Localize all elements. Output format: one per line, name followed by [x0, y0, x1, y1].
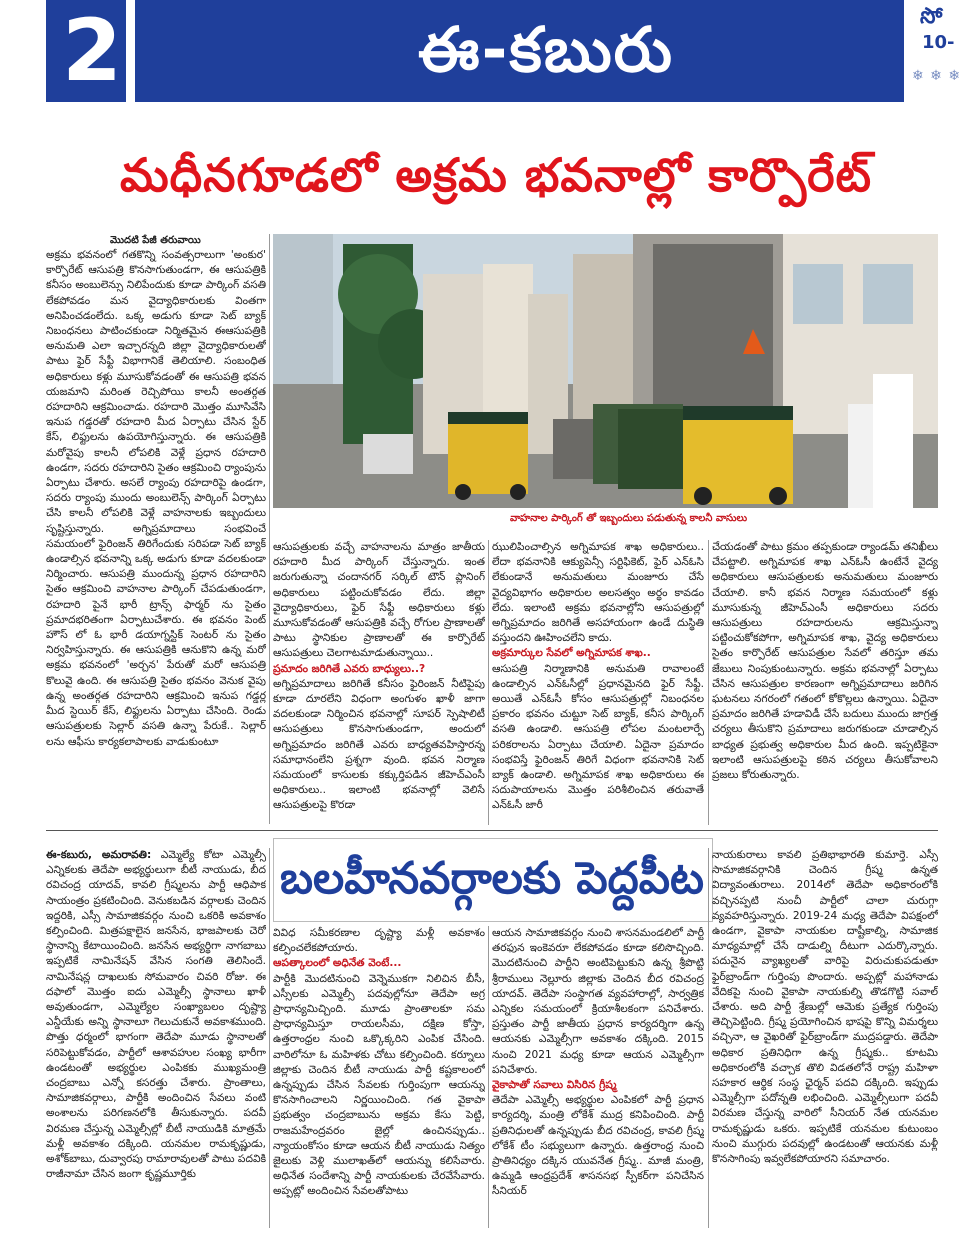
story2-column-2 — [273, 926, 485, 1228]
column-divider — [708, 540, 709, 825]
story2-headline: బలహీనవర్గాలకు పెద్దపీట — [280, 853, 704, 904]
story1-column-1 — [46, 248, 266, 823]
story2-col2b-text: పార్టీకి మొదటినుంచి వెన్నెముకగా నిలిచిన బీసీ, ఎస్సీలకు ఎమ్మెల్సీ పదవుల్లోనూ తెదేపా అగ్ర ప్రాధాన్యమిచ్చింది. మూడు ప్రాంతాలకూ సమ ప్రాధాన్యమిస్తూ రాయలసీమ, దక్షిణ కోస్తా, ఉత్తరాంధ్రల నుంచి ఒక్కొక్కరిని ఎంపిక చేసింది. వారిలోనూ ఓ మహిళకు చోటు కల్పించింది. కర్నూలు జిల్లాకు చెందిన బీటీ నాయుడు పార్టీ కష్టకాలంలో ఉన్నప్పుడు చేసిన సేవలకు గుర్తింపుగా ఆయన్ను కొనసాగించాలని నిర్ణయించింది. గత వైకాపా ప్రభుత్వం చంద్రబాబును అక్రమ కేసు పెట్టి, రాజమహేంద్రవరం జైల్లో ఉంచినప్పుడు.. న్యాయంకోసం కూడా ఆయన బీటీ నాయుడు నిత్యం జైలుకు వెళ్లి ములాఖత్‌లో ఆయన్ను కలిసేవారు. అధినేత సందేశాన్ని పార్టీ నాయకులకు చేరవేసేవారు. అప్పట్లో అందించిన సేవలతోపాటు — [273, 972, 485, 1198]
street-photo — [273, 234, 938, 508]
story2-column-4 — [712, 848, 938, 1228]
story1-col3-text: ఝులిపించాల్సిన అగ్నిమాపక శాఖ అధికారులు.. లేదా భవనానికి ఆక్యుపెన్సీ సర్టిఫికెట్, ఫైర్ ఎన్ఓసి లేకుండానే అనుమతులు మంజూరు చేసే వైద్యవిభాగం అధికారుల అలసత్వం అర్థం కావడం లేదు. ఇలాంటి అక్రమ భవనాల్లోని ఆసుపత్రుల్లో అగ్నిప్రమాదం జరిగితే అసహాయంగా ఉండే దుస్థితి వస్తుందని ఊహించలేని కాదు. — [492, 541, 704, 645]
story2-column-1 — [46, 848, 266, 1228]
story1-col2-text: ఆసుపత్రులకు వచ్చే వాహనాలను మాత్రం జాతీయ రహదారి మీద పార్కింగ్ చేస్తున్నారు. ఇంత జరుగుతున్నా చందానగర్ సర్కిల్ టౌన్ ప్లానింగ్ అధికారులు పట్టించుకోవడం లేదు. జిల్లా వైద్యాధికారులు, ఫైర్ సేఫ్టీ అధికారులు కళ్లు మూసుకోవడంతో ఆసుపత్రికి వచ్చే రోగుల ప్రాణాలతో పాటు స్థానికుల ప్రాణాలతో ఈ కార్పొరేట్ ఆసుపత్రులు చెలగాటమాడుతున్నాయి.. — [273, 541, 485, 660]
story2-col2-subhead: ఆపత్కాలంలో అధినేత వెంటే... — [273, 957, 402, 970]
page-number: 2 — [46, 0, 138, 102]
story2-column-3 — [492, 926, 704, 1228]
story2-col1-text: ఎమ్మెల్యే కోటా ఎమ్మెల్సీ ఎన్నికలకు తెదేపా అభ్యర్థులుగా బీటీ నాయుడు, బీద రవిచంద్ర యాదవ్, కావలి గ్రీష్మలను పార్టీ ఆధిపాక సాయంత్రం ప్రకటించింది. వెనుకబడిన వర్గాలకు చెందిన ఇద్దరికి, ఎస్సీ సామాజికవర్గం నుంచి ఒకరికి అవకాశం కల్పించింది. మిత్రపక్షాలైన జనసేన, భాజపాలకు చెరో స్థానాన్ని కేటాయించింది. జనసేన అభ్యర్థిగా నాగబాబు ఇప్పటికే నామినేషన్ వేసిన సంగతి తెలిసిందే. నామినేషన్ల దాఖలుకు సోమవారం చివరి రోజు. ఈ దఫాలో మొత్తం ఐదు ఎమ్మెల్సీ స్థానాలు ఖాళీ అవుతుండగా, ఎమ్మెల్యేల సంఖ్యాబలం దృష్ట్యా ఎన్డీయేకు అన్ని స్థానాలూ గెలుచుకునే అవకాశముంది. పొత్తు ధర్మంలో భాగంగా తెదేపా మూడు స్థానాలతో సరిపెట్టుకోవడం, పార్టీలో ఆశావహుల సంఖ్య భారీగా ఉండటంతో అభ్యర్థుల ఎంపికకు ముఖ్యమంత్రి చంద్రబాబు ఎన్నో కసరత్తు చేశారు. ప్రాంతాలు, సామాజికవర్గాలు, పార్టీకి అందించిన సేవలు వంటి అంశాలను పరిగణనలోకి తీసుకున్నారు. పదవీ విరమణ చేస్తున్న ఎమ్మెల్సీల్లో బీటీ నాయుడికి మాత్రమే మళ్లీ అవకాశం దక్కింది. యనమల రామకృష్ణుడు, అశోక్‌బాబు, దువ్వారపు రామారావులతో పాటు పదవికి రాజీనామా చేసిన జంగా కృష్ణమూర్తికు — [46, 849, 266, 1181]
story1-col3-subhead: అక్రమార్కుల సేవలో అగ్నిమాపక శాఖ.. — [492, 647, 651, 660]
story2-col3-subhead: వైకాపాతో సవాలు విసిరిన గ్రీష్మ — [492, 1079, 617, 1092]
story2-dateline: ఈ-కబురు, అమరావతి: — [46, 849, 152, 861]
column-divider — [269, 234, 270, 824]
continuation-label: మొదటి పేజీ తరువాయి — [110, 235, 201, 246]
column-divider — [488, 540, 489, 825]
story1-column-3 — [492, 540, 704, 825]
story2-col3-text: ఆయన సామాజికవర్గం నుంచి శాసనమండలిలో పార్టీ తరఫున ఇంకెవరూ లేకపోవడం కూడా కలిసొచ్చింది. మొదటినుంచి పార్టీని అంటిపెట్టుకుని ఉన్న శ్రీపొట్టి శ్రీరాములు నెల్లూరు జిల్లాకు చెందిన బీద రవిచంద్ర యాదవ్. తెదేపా సంస్థాగత వ్యవహారాల్లో, సార్వత్రిక ఎన్నికల సమయంలో క్రియాశీలకంగా పనిచేశారు. ప్రస్తుతం పార్టీ జాతీయ ప్రధాన కార్యదర్శిగా ఉన్న ఆయనకు ఎమ్మెల్సీగా అవకాశం దక్కింది. 2015 నుంచి 2021 మధ్య కూడా ఆయన ఎమ్మెల్సీగా పనిచేశారు. — [492, 927, 704, 1076]
corner-day: సో — [920, 4, 943, 29]
main-headline: మధీనగూడలో అక్రమ భవనాల్లో కార్పొరేట్ — [119, 148, 873, 202]
story2-col3b-text: తెదేపా ఎమ్మెల్సీ అభ్యర్థుల ఎంపికలో పార్టీ ప్రధాన కార్యదర్శి, మంత్రి లోకేశ్ ముద్ర కనిపించింది. పార్టీ ప్రతినిధులతో ఉన్నప్పుడు బీద రవిచంద్ర, కావలి గ్రీష్మ లోకేశ్ టీం సభ్యులుగా ఉన్నారు. ఉత్తరాంధ్ర నుంచి ప్రాతినిధ్యం దక్కిన యువనేత గ్రీష్మ.. మాజీ మంత్రి, ఉమ్మడి ఆంధ్రప్రదేశ్ శాసనసభ స్పీకర్‌గా పనిచేసిన సీనియర్ — [492, 1094, 704, 1198]
story1-column-2 — [273, 540, 485, 825]
story1-col1-text: అక్రమ భవనంలో గతకొన్ని సంవత్సరాలుగా 'అంకుర' కార్పొరేట్ ఆసుపత్రి కొనసాగుతుండగా, ఈ ఆసుపత్రికి కనీసం అంబులెన్సు నిలిపేందుకు కూడా పార్కింగ్ వసతి లేకపోవడం మన వైద్యాధికారులకు వింతగా అనిపించడంలేదు. ఒక్క అడుగు కూడా సెట్ బ్యాక్ నిబంధనలు పాటించకుండా నిర్మితమైన ఈఆసుపత్రికి అనుమతి ఎలా ఇచ్చారన్నది జిల్లా వైద్యాధికారులతో పాటు ఫైర్ సేఫ్టీ విభాగానికే తెలియాలి. సంబంధిత అధికారులు కళ్లు మూసుకోవడంతో ఈ ఆసుపత్రి భవన యజమాని మరింత రెచ్చిపోయి కాలనీ అంతర్గత రహదారిని ఆక్రమించాడు. రహదారి మొత్తం మూసివేసి ఇనుప గడ్డరతో రహదారి మీద ఏర్పాటు చేసిన స్టేర్ కేస్, లిఫ్టులను ఉపయోగిస్తున్నారు. ఈ ఆసుపత్రికి మరోవైపు కాలనీ లోపలికి వెళ్లే ప్రధాన రహదారి ఉండగా, సదరు రహదారిని సైతం ఆక్రమించి ర్యాంపును ఏర్పాటు చేశారు. అసలే ర్యాంపు రహదారిపై ఉండగా, సదరు ర్యాంపు ముందు అంబులెన్స్ పార్కింగ్ ఏర్పాటు చేసి కాలనీ లోపలికి వెళ్లే వాహనాలకు ఇబ్బందులు సృష్టిస్తున్నారు. అగ్నిప్రమాదాలు సంభవించే సమయంలో ఫైరింజన్ తిరిగేందుకు సరిపడా సెట్ బ్యాక్ ఉండాల్సిన భవనాన్ని ఒక్క అడుగు కూడా వదలకుండా నిర్మించారు. ఆసుపత్రి ముందున్న ప్రధాన రహదారిని సైతం ఆక్రమించి వాహనాల పార్కింగ్ చేపడుతుండగా, రహదారి పైనే భారీ ట్రాన్స్ ఫార్మర్ ను సైతం ప్రమాదభరితంగా ఏర్పాటుచేశారు. ఈ భవనం పెంట్ హౌస్ లో ఓ భారీ డయాగ్నస్టిక్ సెంటర్ ను సైతం నిర్వహిస్తున్నారు. ఈ ఆసుపత్రికి ఆనుకొని ఉన్న మరో అక్రమ భవనంలో 'అర్చన' పేరుతో మరో ఆసుపత్రి కొలువై ఉంది. ఈ ఆసుపత్రి సైతం భవనం వెనుక వైపు ఉన్న అంతర్గత రహదారిని ఆక్రమించి ఇనుప గడ్డర్ల మీద స్టెయిర్ కేస్, లిఫ్టులను ఏర్పాటు చేసింది. రెండు ఆసుపత్రులకు సెల్లార్ వసతి ఉన్నా పేరుకే.. సెల్లార్ లను ఆఫీసు కార్యకలాపాలకు వాడుకుంటూ — [46, 249, 266, 748]
street-photo-illustration — [273, 234, 938, 508]
column-divider — [488, 926, 489, 1228]
column-divider — [708, 848, 709, 1228]
story2-col2-text: వివిధ సమీకరణాల దృష్ట్యా మళ్లీ అవకాశం కల్పించలేకపోయారు. — [273, 927, 485, 955]
corner-ornament: ❄ ❄ ❄ — [912, 68, 962, 84]
corner-date: 10- — [922, 32, 955, 53]
story2-col4-text: నాయకురాలు కావలి ప్రతిభాభారతి కుమార్తె. ఎస్సీ సామాజికవర్గానికి చెందిన గ్రీష్మ ఉన్నత విద్యావంతురాలు. 2014లో తెదేపా అధికారంలోకి వచ్చినప్పటి నుంచీ పార్టీలో చాలా చురుగ్గా వ్యవహరిస్తున్నారు. 2019-24 మధ్య తెదేపా విపక్షంలో ఉండగా, వైకాపా నాయకుల దాష్టీకాల్ని, సామాజిక మాధ్యమాల్లో చేసే దాడుల్ని దీటుగా ఎదుర్కొన్నారు. పదునైన వ్యాఖ్యలతో వారిపై విరుచుకుపడుతూ ఫైర్‌బ్రాండ్‌గా గుర్తింపు పొందారు. అప్పట్లో మహానాడు వేదికపై నుంచి వైకాపా నాయకుల్ని తొడగొట్టి సవాల్ చేశారు. అది పార్టీ శ్రేణుల్లో ఆమెకు ప్రత్యేక గుర్తింపు తెచ్చిపెట్టింది. గ్రీష్మ ప్రయోగించిన భాషపై కొన్ని విమర్శలు వచ్చినా, ఆ వైఖరితో ఫైర్‌బ్రాండ్‌గా ముద్రపడ్డారు. తెదేపా అధికార ప్రతినిధిగా ఉన్న గ్రీష్మకు.. కూటమి అధికారంలోకి వచ్చాక తొలి విడతలోనే రాష్ట్ర మహిళా సహకార ఆర్థిక సంస్థ ఛైర్మన్ పదవి దక్కింది. ఇప్పుడు ఎమ్మెల్సీగా పదోన్నతి లభించింది. ఎమ్మెల్సీలుగా పదవీ విరమణ చేస్తున్న వారిలో సీనియర్ నేత యనమల రామకృష్ణుడు ఒకరు. ఇప్పటికే యనమల కుటుంబం నుంచి ముగ్గురు పదవుల్లో ఉండటంతో ఆయనకు మళ్లీ కొనసాగింపు ఇవ్వలేకపోయారని సమాచారం. — [712, 849, 938, 1166]
column-divider — [269, 848, 270, 1228]
story1-col4-text: చేయడంతో పాటు క్రమం తప్పకుండా ర్యాండమ్ తనిఖీలు చేపట్టాలి. అగ్నిమాపక శాఖ ఎన్ఓసీ ఉంటేనే వైద్య అధికారులు ఆసుపత్రులకు అనుమతులు మంజూరు చేయాలి. కానీ భవన నిర్మాణ సమయంలో కళ్లు మూసుకున్న జీహెచ్ఎంసీ అధికారులు సదరు ఆసుపత్రులు రహదారులను ఆక్రమిస్తున్నా పట్టించుకోకపోగా, అగ్నిమాపక శాఖ, వైద్య అధికారులు సైతం కార్పొరేట్ ఆసుపత్రుల సేవలో తరిస్తూ తమ జేబులు నింపుకుంటున్నారు. అక్రమ భవనాల్లో ఏర్పాటు చేసిన ఆసుపత్రుల కారణంగా అగ్నిప్రమాదాలు జరిగిన ఘటనలు నగరంలో గతంలో కోకొల్లలు ఉన్నాయి. ఏదైనా ప్రమాదం జరిగితే హడావిడీ చేసే బదులు ముందు జాగ్రత్త చర్యలు తీసుకొని ప్రమాదాలు జరుగకుండా చూడాల్సిన బాధ్యత ప్రభుత్వ అధికారుల మీద ఉంది. ఇప్పటికైనా ఇలాంటి ఆసుపత్రులపై కఠిన చర్యలు తీసుకోవాలని ప్రజలు కోరుతున్నారు. — [712, 541, 938, 782]
section-divider — [46, 830, 938, 831]
story1-col2-subhead: ప్రమాదం జరిగితే ఎవరు బాధ్యులు..? — [273, 662, 426, 675]
story1-col3b-text: ఆసుపత్రి నిర్మాణానికి అనుమతి రావాలంటే ఉండాల్సిన ఎన్ఓసీల్లో ప్రధానమైనది ఫైర్ సేఫ్టీ. అయితే ఎన్ఓసీ కోసం ఆసుపత్రుల్లో నిబంధనల ప్రకారం భవనం చుట్టూ సెట్ బ్యాక్, కనీస పార్కింగ్ వసతి ఉండాలి. ఆసుపత్రి లోపల మంటలార్పే పరికరాలను ఏర్పాటు చేయాలి. ఏదైనా ప్రమాదం సంభవిస్తే ఫైరింజన్ తిరిగే విధంగా భవనానికి సెట్ బ్యాక్ ఉండాలి. అగ్నిమాపక శాఖ అధికారులు ఈ సదుపాయాలను మొత్తం పరిశీలించిన తరువాతే ఎన్ఓసీ జారీ — [492, 662, 704, 812]
photo-caption: వాహనాల పార్కింగ్ తో ఇబ్బందులు పడుతున్న కాలనీ వాసులు — [510, 513, 748, 524]
masthead-title: ఈ-కబురు — [418, 13, 674, 86]
page-number-divider — [126, 0, 135, 102]
story2-col1-paragraph — [46, 848, 266, 1182]
story1-col2b-text: అగ్నిప్రమాదాలు జరిగితే కనీసం ఫైరింజన్ నీటిపైపు కూడా దూరలేని విధంగా అంగుళం ఖాళీ జాగా వదలకుండా నిర్మించిన భవనాల్లో సూపర్ స్పెషాలిటీ ఆసుపత్రులు కొనసాగుతుండగా, అందులో అగ్నిప్రమాదం జరిగితే ఎవరు బాధ్యతవహిస్తారన్న సమాధానంలేని ప్రశ్నగా వుంది. భవన నిర్మాణ సమయంలో కాసులకు కక్కుర్తిపడిన జీహెచ్ఎంసీ అధికారులు.. ఇలాంటి భవనాల్లో వెలిసే ఆసుపత్రులపై కొరడా — [273, 677, 485, 812]
story1-column-4 — [712, 540, 938, 825]
